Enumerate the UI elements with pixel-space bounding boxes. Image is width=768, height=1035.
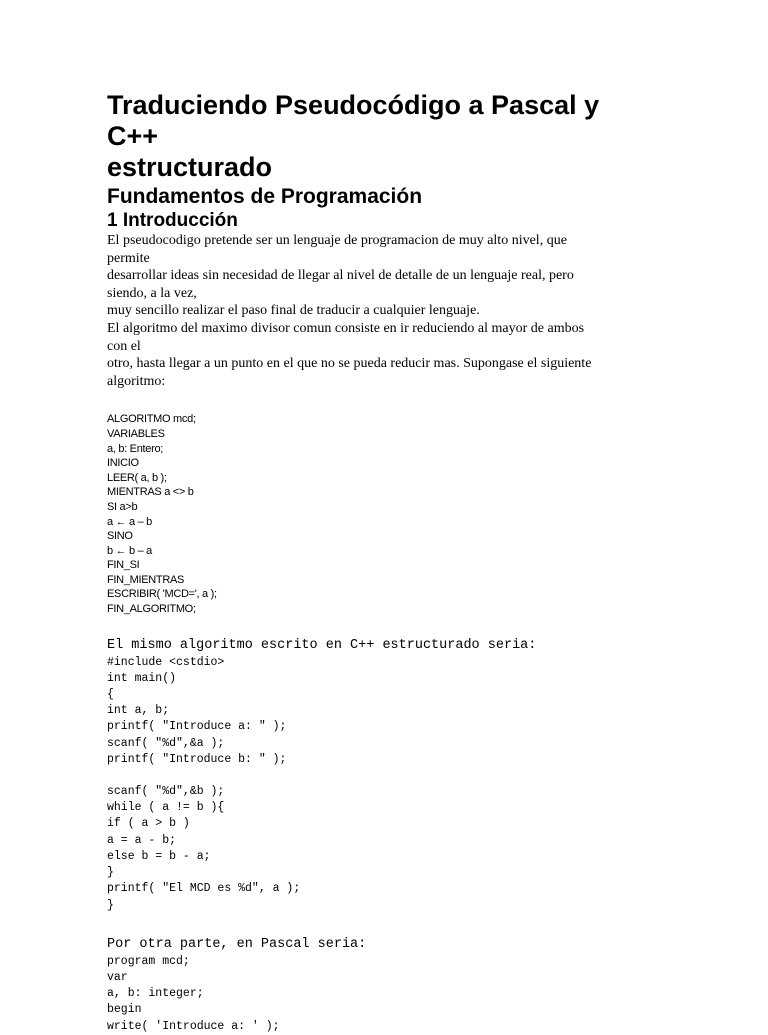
code-line: } xyxy=(107,866,114,880)
title-line: C++ xyxy=(107,121,159,151)
code-line: int main() xyxy=(107,671,177,685)
text-line: desarrollar ideas sin necesidad de llegar al nivel de detalle de un lenguaje real, pero xyxy=(107,268,574,284)
pseudocode-block xyxy=(107,412,687,616)
code-line: printf( "Introduce b: " ); xyxy=(107,752,287,766)
code-line: int a, b; xyxy=(107,704,170,718)
code-line: begin xyxy=(107,1003,142,1017)
code-line: ESCRIBIR( 'MCD=', a ); xyxy=(107,588,217,601)
document-title xyxy=(107,90,687,183)
code-line: { xyxy=(107,688,114,702)
code-line: VARIABLES xyxy=(107,427,165,440)
code-line: a = a - b; xyxy=(107,833,177,847)
code-line: b ← b – a xyxy=(107,544,152,557)
code-line: var xyxy=(107,970,128,984)
code-line: a, b: Entero; xyxy=(107,442,164,455)
title-line: estructurado xyxy=(107,152,273,182)
text-line: permite xyxy=(107,250,150,266)
code-line: printf( "El MCD es %d", a ); xyxy=(107,882,301,896)
code-line: if ( a > b ) xyxy=(107,817,190,831)
pascal-intro: Por otra parte, en Pascal seria: xyxy=(107,936,367,952)
code-line: ALGORITMO mcd; xyxy=(107,413,196,426)
code-line: SINO xyxy=(107,530,133,543)
text-line: muy sencillo realizar el paso final de traducir a cualquier lenguaje. xyxy=(107,303,480,319)
code-line: scanf( "%d",&a ); xyxy=(107,736,225,750)
code-line: printf( "Introduce a: " ); xyxy=(107,720,287,734)
code-line: MIENTRAS a <> b xyxy=(107,486,194,499)
section-heading: 1 Introducción xyxy=(107,210,238,231)
blank-line xyxy=(107,768,687,784)
code-line: INICIO xyxy=(107,457,139,470)
text-line: El algoritmo del maximo divisor comun consiste en ir reduciendo al mayor de ambos xyxy=(107,320,585,336)
code-line: while ( a != b ){ xyxy=(107,801,225,815)
code-line: FIN_MIENTRAS xyxy=(107,573,185,586)
text-line: algoritmo: xyxy=(107,373,166,389)
code-line: FIN_ALGORITMO; xyxy=(107,603,196,616)
code-line: #include <cstdio> xyxy=(107,655,225,669)
title-line: Traduciendo Pseudocódigo a Pascal y xyxy=(107,90,600,120)
code-line: else b = b - a; xyxy=(107,849,211,863)
code-line: SI a>b xyxy=(107,500,138,513)
code-line: program mcd; xyxy=(107,954,190,968)
text-line: otro, hasta llegar a un punto en el que no se pueda reducir mas. Supongase el siguiente xyxy=(107,356,592,372)
document-content xyxy=(107,90,687,1035)
code-line: LEER( a, b ); xyxy=(107,471,167,484)
pascal-section xyxy=(107,936,687,1035)
document-subtitle: Fundamentos de Programación xyxy=(107,185,423,208)
code-line: a ← a – b xyxy=(107,515,152,528)
text-line: El pseudocodigo pretende ser un lenguaje de programacion de muy alto nivel, que xyxy=(107,233,567,248)
cpp-section xyxy=(107,637,687,914)
text-line: con el xyxy=(107,338,141,354)
intro-paragraph xyxy=(107,232,687,390)
text-line: siendo, a la vez, xyxy=(107,285,197,301)
cpp-intro: El mismo algoritmo escrito en C++ estructurado seria: xyxy=(107,637,537,653)
code-line: write( 'Introduce a: ' ); xyxy=(107,1019,280,1033)
code-line: } xyxy=(107,898,114,912)
code-line: a, b: integer; xyxy=(107,987,204,1001)
code-line: scanf( "%d",&b ); xyxy=(107,785,225,799)
code-line: FIN_SI xyxy=(107,559,140,572)
